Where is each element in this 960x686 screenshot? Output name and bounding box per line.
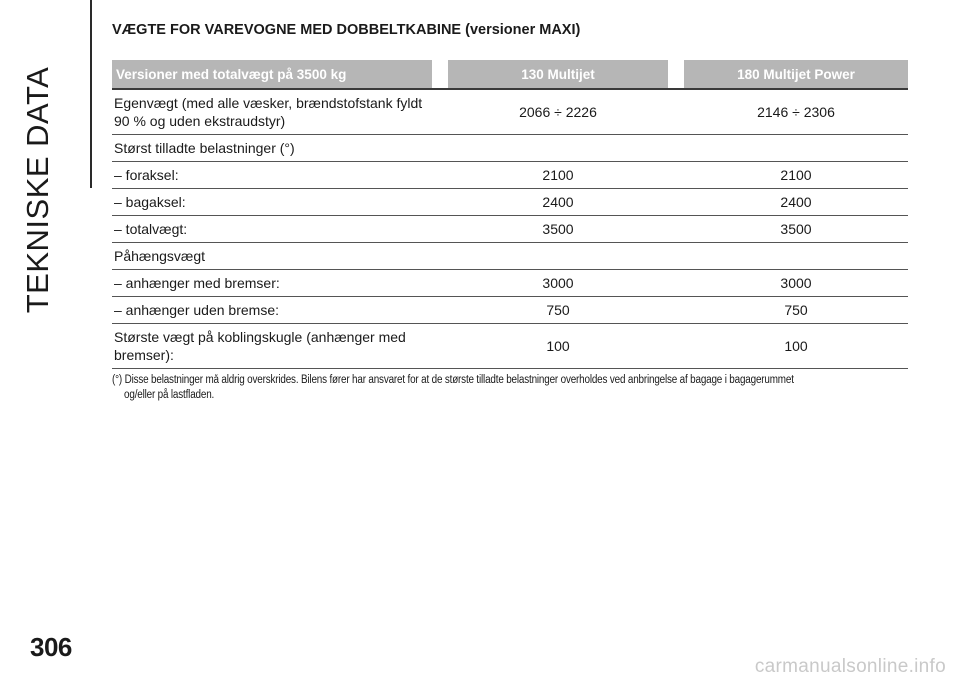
page-number: 306 (30, 632, 72, 662)
header-gap (668, 60, 684, 89)
table-row (112, 243, 908, 270)
footnote (112, 373, 908, 403)
table-row (112, 162, 908, 189)
header-130-multijet: 130 Multijet (448, 60, 668, 89)
row-value-180: 100 (684, 324, 908, 369)
header-180-multijet-power: 180 Multijet Power (684, 60, 908, 89)
row-label: Størst tilladte belastninger (°) (112, 135, 432, 162)
row-label: – foraksel: (112, 162, 432, 189)
footnote-line: og/eller på lastfladen. (124, 389, 215, 401)
row-value-130: 750 (448, 297, 668, 324)
row-label: Egenvægt (med alle væsker, brændstofstank fyldt 90 % og uden ekstraudstyr) (112, 89, 432, 135)
row-value-180: 3500 (684, 216, 908, 243)
table-header-row (112, 60, 908, 89)
weights-table (112, 60, 908, 369)
table-row (112, 270, 908, 297)
row-value-180 (684, 243, 908, 270)
header-gap (432, 60, 448, 89)
row-value-180: 2400 (684, 189, 908, 216)
row-value-130 (448, 135, 668, 162)
row-label: Påhængsvægt (112, 243, 432, 270)
sidebar-section-title: TEKNISKE DATA (20, 66, 55, 314)
row-value-180 (684, 135, 908, 162)
table-row (112, 189, 908, 216)
row-value-130: 3000 (448, 270, 668, 297)
watermark: carmanualsonline.info (754, 656, 946, 677)
row-value-130: 2400 (448, 189, 668, 216)
row-value-180: 2100 (684, 162, 908, 189)
row-value-130: 100 (448, 324, 668, 369)
header-versions: Versioner med totalvægt på 3500 kg (112, 60, 432, 89)
row-value-130: 3500 (448, 216, 668, 243)
row-value-130 (448, 243, 668, 270)
section-title: VÆGTE FOR VAREVOGNE MED DOBBELTKABINE (versioner MAXI) (112, 22, 581, 38)
row-value-180: 3000 (684, 270, 908, 297)
row-label: – totalvægt: (112, 216, 432, 243)
table-row (112, 216, 908, 243)
page-content (112, 22, 908, 403)
row-value-180: 750 (684, 297, 908, 324)
row-label: Største vægt på koblingskugle (anhænger med bremser): (112, 324, 432, 369)
sidebar-rule (90, 0, 92, 188)
table-row (112, 297, 908, 324)
row-value-130: 2100 (448, 162, 668, 189)
row-label: – bagaksel: (112, 189, 432, 216)
table-row (112, 135, 908, 162)
row-label: – anhænger uden bremse: (112, 297, 432, 324)
table-row (112, 324, 908, 369)
footnote-line: (°) Disse belastninger må aldrig overskrides. Bilens fører har ansvaret for at de største tilladte belastninger overholdes ved anbringelse af bagage i bagagerummet (112, 374, 794, 386)
row-label: – anhænger med bremser: (112, 270, 432, 297)
row-value-180: 2146 ÷ 2306 (684, 89, 908, 135)
row-value-130: 2066 ÷ 2226 (448, 89, 668, 135)
table-row (112, 89, 908, 135)
